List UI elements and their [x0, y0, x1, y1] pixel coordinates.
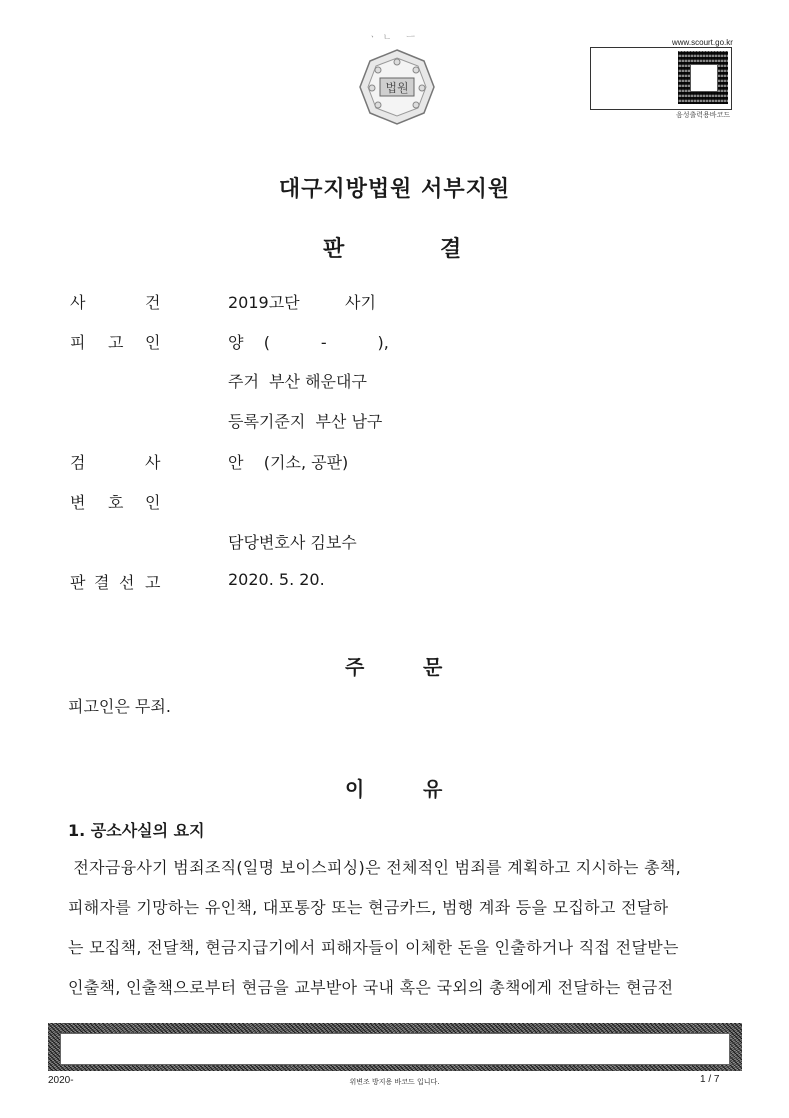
doc-title-right: 결	[440, 237, 462, 262]
barcode-blank-area	[599, 54, 677, 102]
prosecutor-name: 안 (기소, 공판)	[228, 453, 349, 472]
lawyer-name: 담당변호사 김보수	[228, 533, 357, 552]
barcode-caption: 음성출력용바코드	[676, 111, 731, 119]
reasons-heading-left: 이	[345, 777, 365, 801]
case-type: 사기	[345, 293, 376, 312]
barcode-box	[590, 47, 732, 110]
reasons-heading-right: 유	[423, 777, 443, 801]
anti-forgery-barcode	[48, 1023, 742, 1071]
paragraph-line: 인출책, 인출책으로부터 현금을 교부받아 국내 혹은 국외의 총책에게 전달하는 현금전	[68, 978, 674, 997]
defendant-name: 양 ( - ),	[228, 333, 389, 352]
paragraph-line: 전자금융사기 범죄조직(일명 보이스피싱)은 전체적인 범죄를 계획하고 지시하는 총책,	[68, 858, 682, 877]
page-number: 1 / 7	[700, 1074, 720, 1085]
seal-text: 법원	[385, 81, 409, 95]
order-heading-left: 주	[345, 655, 365, 679]
paragraph-line: 는 모집책, 전달책, 현금지급기에서 피해자들이 이체한 돈을 인출하거나 직접 전달받는	[68, 938, 679, 957]
defendant-registered-domicile: 등록기준지 부산 남구	[228, 412, 383, 431]
court-seal-emblem	[358, 48, 436, 126]
paragraph-line: 피해자를 기망하는 유인책, 대포통장 또는 현금카드, 범행 계좌 등을 모집하고 전달하	[68, 898, 669, 917]
barcode-inner-blank	[60, 1033, 730, 1065]
order-heading-right: 문	[423, 655, 443, 679]
footer-doc-id: 2020-	[48, 1075, 74, 1086]
verdict-date: 2020. 5. 20.	[228, 570, 325, 589]
footer-notice: 위변조 방지용 바코드 입니다.	[349, 1078, 440, 1086]
top-mark: ㆍㄴ ㅡ	[368, 33, 421, 43]
defendant-address: 주거 부산 해운대구	[228, 372, 367, 391]
case-number: 2019고단	[228, 293, 300, 312]
qr-code-icon	[678, 51, 728, 104]
court-name: 대구지방법원 서부지원	[278, 177, 511, 202]
doc-title-left: 판	[323, 237, 345, 262]
site-url: www.scourt.go.kr	[672, 38, 733, 47]
order-text: 피고인은 무죄.	[68, 697, 171, 716]
section-title: 1. 공소사실의 요지	[68, 821, 205, 840]
